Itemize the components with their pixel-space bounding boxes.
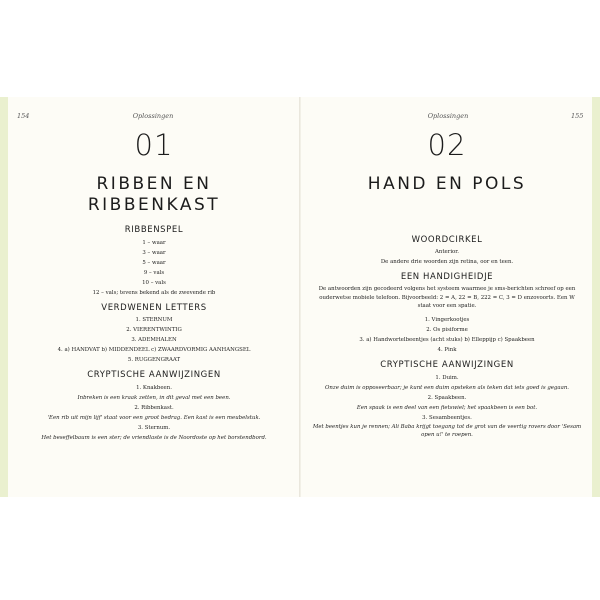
list-item: 9 – vals [143, 270, 165, 276]
page-number-right: 155 [571, 112, 584, 120]
section-heading-handigheidje: EEN HANDIGHEIDJE [400, 272, 494, 282]
list-item: 10 – vals [142, 280, 166, 286]
list-item: 3. ADEMHALEN [131, 337, 177, 343]
section-heading-verdwenen: VERDWENEN LETTERS [101, 303, 207, 313]
list-item: 5. RUGGENGRAAT [127, 357, 181, 363]
chapter-title-line-2: RIBBENKAST [87, 195, 221, 215]
list-item: 1 – waar [142, 240, 166, 246]
chapter-title: HAND EN POLS [367, 174, 527, 194]
right-content [312, 130, 582, 440]
section-heading-woordcirkel: WOORDCIRKEL [411, 235, 483, 245]
chapter-number: 01 [134, 128, 174, 162]
book-gutter [299, 97, 301, 497]
section-heading-cryptisch-right: CRYPTISCHE AANWIJZINGEN [380, 359, 514, 370]
chapter-number: 02 [427, 128, 467, 162]
list-item: 3 – waar [142, 250, 166, 256]
answer: 2. Ribbenkast. [134, 405, 174, 411]
section-heading-ribbenspel: RIBBENSPEL [124, 225, 184, 235]
explanation: Een spaak is een deel van een fietswiel; het spaakbeen is een bot. [356, 404, 538, 411]
answer: 1. Knakbeen. [136, 385, 172, 391]
answer: 3. Sesambeentjes. [422, 414, 472, 421]
page-edge-right [592, 97, 600, 497]
explanation: 'Een rib uit mijn lijf' staat voor een groot bedrag. Een kast is een meubelstuk. [47, 415, 261, 421]
list-item: 3. a) Handwortelbeentjes (acht stuks) b) Elleppijp c) Spaakbeen [359, 336, 535, 343]
running-head-left: Oplossingen [132, 112, 174, 120]
list-item: 1. Vingerkootjes [424, 316, 470, 323]
explanation: Onze duim is opposeerbaar; je kunt een duim opsteken als teken dat iets goed is gegaan. [324, 384, 570, 391]
intro-paragraph: De antwoorden zijn gecodeerd volgens het systeem waarmee je sms-berichten schreef op een ouderwetse mobiele telefoon. Bijvoorbeeld: 2 = A, 22 = B, 222 = C, 3 = D enzovoorts. Een W staat voor een spatie. [318, 286, 576, 309]
list-item: 12 – vals; tevens bekend als de zwevende rib [92, 290, 216, 296]
page-edge-left [0, 97, 8, 497]
list-item: 4. Pink [437, 346, 457, 353]
list-item: 4. a) HANDVAT b) MIDDENDEEL c) ZWAARDVORMIG AANHANGSEL [57, 347, 251, 353]
list-item: 2. VIERENTWINTIG [126, 327, 182, 333]
section-heading-cryptisch-left: CRYPTISCHE AANWIJZINGEN [87, 370, 221, 380]
page-number-left: 154 [17, 112, 30, 120]
list-item: 1. STERNUM [135, 317, 173, 323]
answer: 3. Sternum. [137, 425, 171, 431]
chapter-title-line-1: RIBBEN EN [96, 174, 212, 194]
explanation: Het beseffelbaum is een ster; de vriendlaste is de Noordoste op het borstendbord. [41, 435, 267, 441]
answer: Anterior. [435, 249, 459, 255]
answer: 2. Spaakbeen. [427, 394, 467, 401]
explanation: Inbreken is een kraak zetten, in dit geval met een been. [77, 395, 231, 401]
list-item: 5 – waar [142, 260, 166, 266]
running-head-right: Oplossingen [427, 112, 469, 120]
explanation: Met beentjes kun je rennen; Ali Baba krijgt toegang tot de grot van de veertig rovers door 'Sesam open u!' te roepen. [312, 423, 582, 438]
list-item: 2. Os pisiforme [426, 326, 468, 333]
answer: 1. Duim. [435, 374, 459, 381]
explanation: De andere drie woorden zijn retina, oor en teen. [380, 259, 514, 265]
left-content [20, 130, 288, 443]
